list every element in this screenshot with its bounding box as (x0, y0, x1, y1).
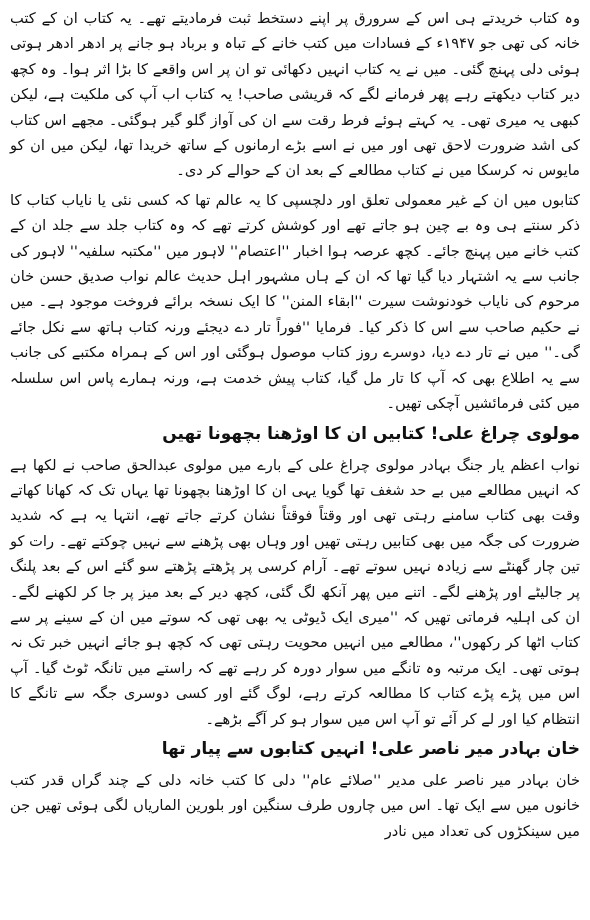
paragraph-1: وہ کتاب خریدتے ہی اس کے سرورق پر اپنے دستخط ثبت فرمادیتے تھے۔ یہ کتاب ان کے کتب خانہ کی تھی جو ۱۹۴۷ء کے فسادات میں کتب خانے کے تباہ و برباد ہو جانے پر ادھر ادھر ہوتی ہوئی دلی پہنچ گئی۔ میں نے یہ کتاب انہیں دکھائی تو ان پر اس واقعے کا بڑا اثر ہوا۔ وہ کچھ دیر کتاب دیکھتے رہے پھر فرمانے لگے کہ قریشی صاحب! یہ کتاب اب آپ کی ملکیت ہے، لیکن کبھی یہ میری تھی۔ یہ کہتے ہوئے فرط رقت سے ان کی آواز گلو گیر ہوگئی۔ مجھے اس کتاب کی اشد ضرورت لاحق تھی اور میں نے اسے بڑے ارمانوں کے ساتھ خریدا تھا، لیکن میں ان کو مایوس نہ کرسکا میں نے کتاب مطالعے کے بعد ان کے حوالے کر دی۔ (10, 10, 580, 180)
paragraph-4: خان بہادر میر ناصر علی مدیر ''صلائے عام'' دلی کا کتب خانہ دلی کے چند گراں قدر کتب خانوں میں سے ایک تھا۔ اس میں چاروں طرف سنگین اور بلورین الماریاں لگی ہوئی تھیں جن میں سینکڑوں کی تعداد میں نادر (10, 771, 580, 840)
paragraph-2: کتابوں میں ان کے غیر معمولی تعلق اور دلچسپی کا یہ عالم تھا کہ کسی نئی یا نایاب کتاب کا ذکر سنتے ہی وہ بے چین ہو جاتے تھے اور کوشش کرتے تھے کہ وہ کتاب جلد سے جلد ان کے کتب خانے میں پہنچ جائے۔ کچھ عرصہ ہوا اخبار ''اعتصام'' لاہور میں ''مکتبہ سلفیہ'' لاہور کی جانب سے یہ اشتہار دیا گیا تھا کہ ان کے ہاں مشہور اہل حدیث عالم نواب صدیق حسن خان مرحوم کی نایاب خودنوشت سیرت ''ابقاء المنن'' کا ایک نسخہ برائے فروخت موجود ہے۔ میں نے حکیم صاحب سے اس کا ذکر کیا۔ فرمایا ''فوراً تار دے دیجئے ورنہ کتاب ہاتھ سے نکل جائے گی۔'' میں نے تار دے دیا، دوسرے روز کتاب موصول ہوگئی اور اس کے ہمراہ مکتبے کی جانب سے یہ اطلاع بھی کہ آپ کا تار مل گیا، کتاب پیش خدمت ہے، ورنہ ہمارے پاس اس سلسلہ میں کئی فرمائشیں آچکی تھیں۔ (10, 191, 580, 413)
paragraph-3: نواب اعظم یار جنگ بہادر مولوی چراغ علی کے بارے میں مولوی عبدالحق صاحب نے لکھا ہے کہ انہیں مطالعے میں بے حد شغف تھا گویا یہی ان کا اوڑھنا بچھونا تھا یہاں تک کہ کھانا کھاتے وقت بھی کتاب سامنے رہتی تھی اور وقتاً فوقتاً نشان کرتے جاتے تھے، انتہا یہ ہے کہ شدید ضرورت کی جگہ میں بھی کتابیں رہتی تھیں اور وہاں بھی پڑھنے سے نہیں چوکتے تھے۔ رات کو تین چار گھنٹے سے زیادہ نہیں سوتے تھے۔ آرام کرسی پر پڑھتے پڑھتے سو گئے اس کے بعد پلنگ پر جالیٹے اور پڑھنے لگے۔ اتنے میں پھر آنکھ لگ گئی، کچھ دیر کے بعد میز پر جا کر لکھنے لگے۔ ان کی اہلیہ فرماتی تھیں کہ ''میری ایک ڈیوٹی یہ بھی تھی کہ سوتے میں ان کے سینے پر سے کتاب اٹھا کر رکھوں''، مطالعے میں انہیں محویت رہتی تھی کہ کچھ ہو جائے انہیں خبر تک نہ ہوتی تھی۔ ایک مرتبہ وہ تانگے میں سوار دورہ کر رہے تھے کہ راستے میں تانگہ ٹوٹ گیا۔ آپ اس میں پڑے پڑے کتاب کا مطالعہ کرتے رہے، لوگ گئے اور کسی دوسری جگہ سے تانگے کا انتظام کیا اور لے کر آئے تو آپ اس میں سوار ہو کر آگے بڑھے۔ (10, 456, 580, 728)
section-heading-chiragh-ali: مولوی چراغ علی! کتابیں ان کا اوڑھنا بچھونا تھیں (162, 423, 580, 444)
section-heading-nasir-ali: خان بہادر میر ناصر علی! انہیں کتابوں سے پیار تھا (161, 738, 580, 759)
